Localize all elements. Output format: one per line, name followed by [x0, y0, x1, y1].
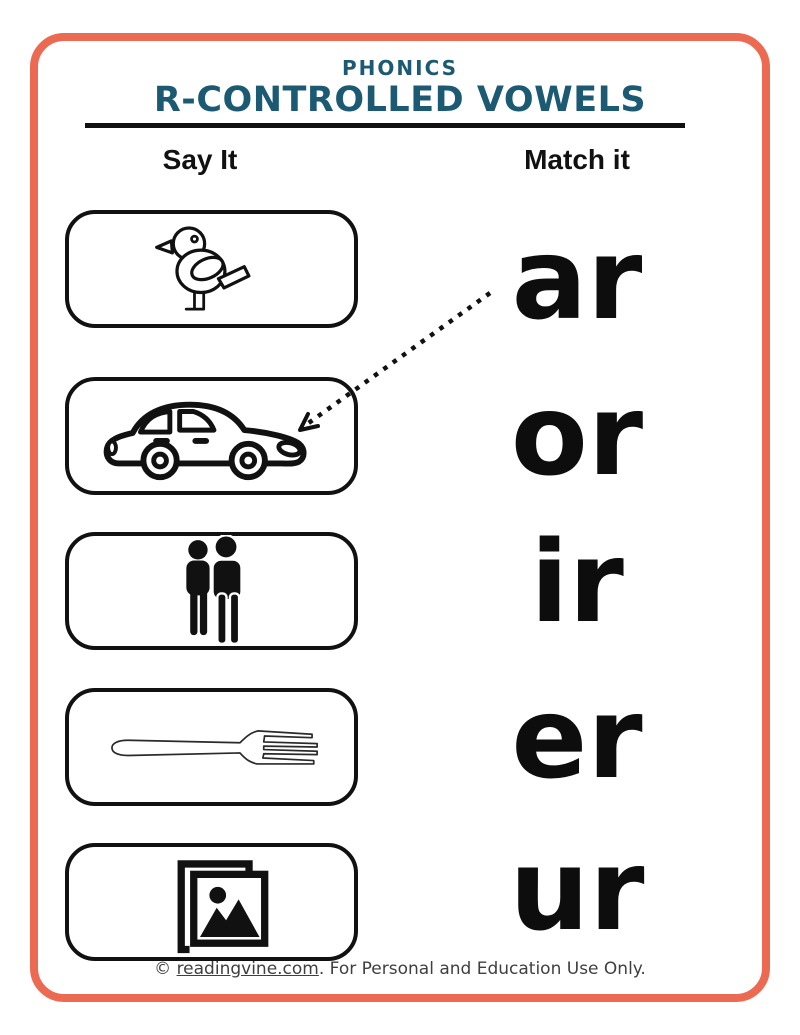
footer-prefix: © [154, 959, 177, 979]
match-letter-er[interactable]: er [511, 674, 643, 804]
match-letter-ir[interactable]: ir [530, 518, 624, 648]
column-header-match-it: Match it [524, 144, 630, 175]
image-box-car[interactable] [65, 377, 358, 495]
match-letter-ur[interactable]: ur [509, 826, 645, 956]
title-underline [85, 123, 685, 128]
image-box-fork[interactable] [65, 688, 358, 806]
match-letter-or[interactable]: or [510, 371, 644, 501]
bird-icon [151, 216, 273, 322]
people-icon [166, 535, 258, 647]
column-header-say-it: Say It [162, 144, 238, 175]
image-box-people[interactable] [65, 532, 358, 650]
match-letter-ar[interactable]: ar [511, 215, 643, 345]
page-title: R-CONTROLLED VOWELS [153, 80, 647, 120]
footer-suffix: . For Personal and Education Use Only. [318, 959, 646, 979]
kicker-label: PHONICS [341, 56, 459, 80]
footer-copyright [0, 959, 800, 979]
image-box-pictures[interactable] [65, 843, 358, 961]
car-icon [98, 387, 326, 485]
footer-site-link[interactable]: readingvine.com [176, 959, 319, 979]
image-box-bird[interactable] [65, 210, 358, 328]
fork-icon [106, 721, 318, 773]
pictures-icon [152, 847, 272, 957]
